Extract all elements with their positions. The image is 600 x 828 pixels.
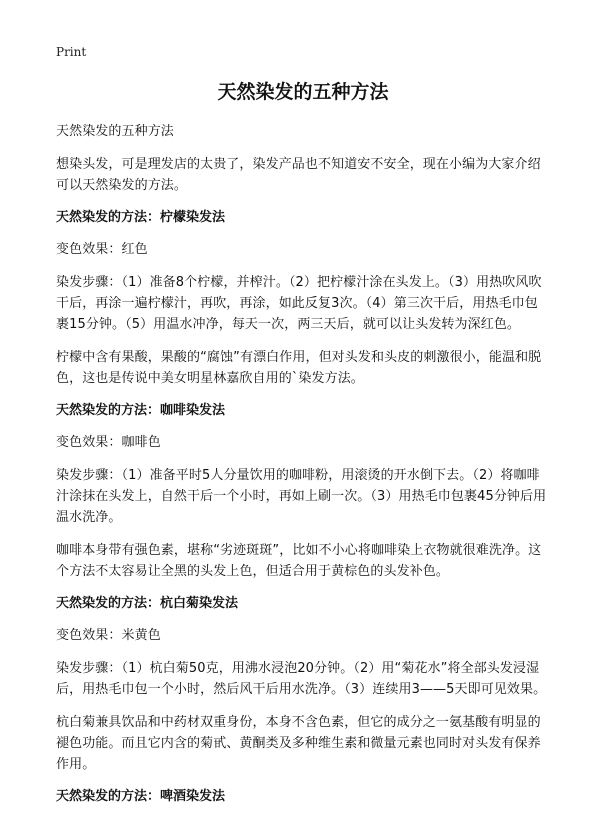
section-note-coffee: 咖啡本身带有强色素，堪称“劣迹斑斑”，比如不小心将咖啡染上衣物就很难洗净。这个方法不太容易让全黑的头发上色，但适合用于黄棕色的头发补色。 (56, 543, 542, 579)
section-steps-lemon: 染发步骤：（1）准备8个柠檬，并榨汁。（2）把柠檬汁涂在头发上。（3）用热吹风吹干后，再涂一遍柠檬汁，再吹，再涂，如此反复3次。（4）第三次干后，用热毛巾包裹15分钟。（5）用温水冲净，每天一次，两三天后，就可以让头发转为深红色。 (56, 275, 542, 332)
section-effect-chrysanthemum: 变色效果：米黄色 (56, 628, 161, 643)
section-effect-lemon: 变色效果：红色 (56, 242, 148, 257)
section-heading-beer: 天然染发的方法：啤酒染发法 (56, 789, 226, 804)
page-title: 天然染发的五种方法 (217, 81, 389, 103)
section-note-chrysanthemum: 杭白菊兼具饮品和中药材双重身份，本身不含色素，但它的成分之一氨基酸有明显的褪色功能。而且它内含的菊甙、黄酮类及多种维生素和微量元素也同时对头发有保养作用。 (56, 715, 541, 772)
section-effect-coffee: 变色效果：咖啡色 (56, 435, 161, 450)
subtitle: 天然染发的五种方法 (56, 124, 174, 139)
section-heading-lemon: 天然染发的方法：柠檬染发法 (56, 210, 226, 225)
print-link[interactable]: Print (56, 45, 87, 59)
intro-paragraph: 想染头发，可是理发店的太贵了，染发产品也不知道安不安全，现在小编为大家介绍可以天然染发的方法。 (56, 157, 541, 193)
section-steps-coffee: 染发步骤：（1）准备平时5人分量饮用的咖啡粉，用滚烫的开水倒下去。（2）将咖啡汁涂抹在头发上，自然干后一个小时，再如上刷一次。（3）用热毛巾包裹45分钟后用温水洗净。 (56, 468, 547, 525)
section-note-lemon: 柠檬中含有果酸，果酸的“腐蚀”有漂白作用，但对头发和头皮的刺激很小，能温和脱色，这也是传说中美女明星林嘉欣自用的`染发方法。 (56, 350, 542, 386)
section-steps-chrysanthemum: 染发步骤：（1）杭白菊50克，用沸水浸泡20分钟。（2）用“菊花水”将全部头发浸湿后，用热毛巾包一个小时，然后风干后用水洗净。（3）连续用3——5天即可见效果。 (56, 661, 547, 697)
section-heading-chrysanthemum: 天然染发的方法：杭白菊染发法 (56, 596, 239, 611)
section-heading-coffee: 天然染发的方法：咖啡染发法 (56, 403, 226, 418)
